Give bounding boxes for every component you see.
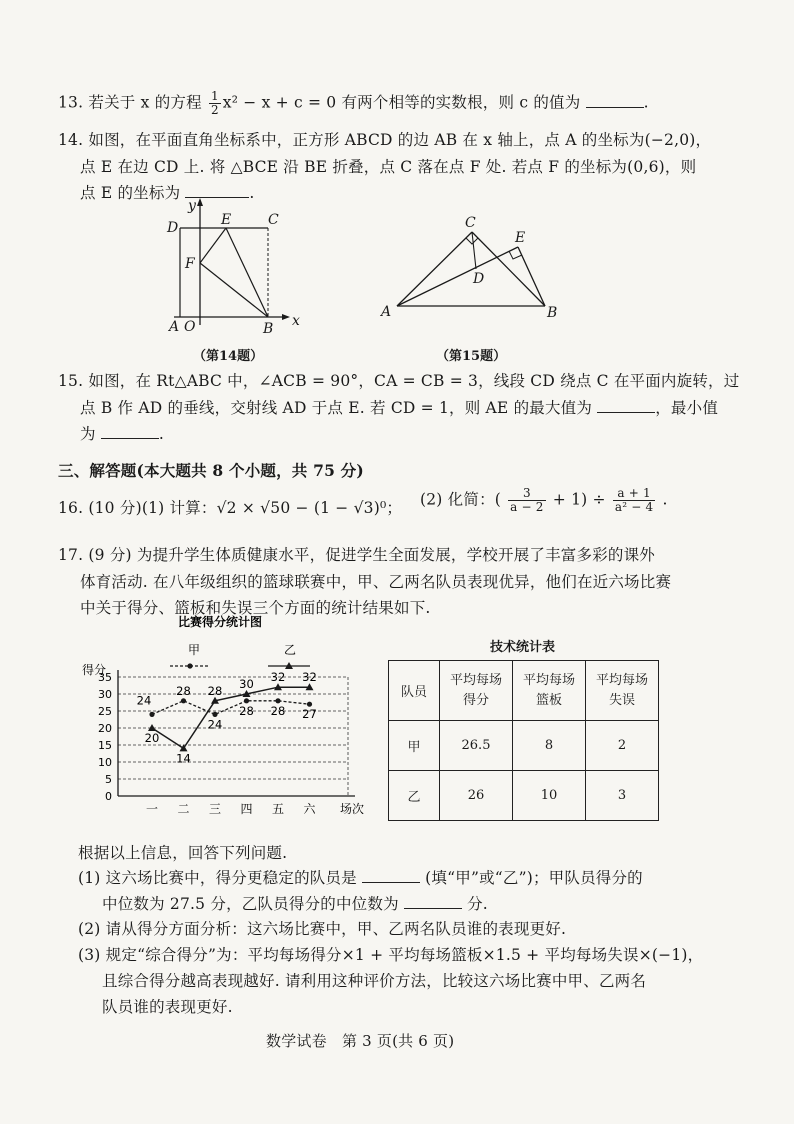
data-label-jia: 28 <box>270 703 286 718</box>
q17-line-2: 体育活动. 在八年级组织的篮球联赛中，甲、乙两名队员表现优异，他们在近六场比赛 <box>80 573 672 591</box>
q16-fraction-1 <box>508 487 545 514</box>
q17-sub1-line2 <box>102 892 488 914</box>
q16-frac2-den: a² − 4 <box>614 500 654 514</box>
data-point-jia <box>212 712 217 717</box>
q13-text-pre: 若关于 x 的方程 <box>88 93 202 112</box>
q14-line-3-end: . <box>249 184 255 202</box>
fig15-label-E: E <box>515 230 526 246</box>
y-tick-label: 0 <box>105 790 112 803</box>
table-row <box>389 721 659 771</box>
fig14-label-E: E <box>221 212 232 228</box>
q14-line-3-text: 点 E 的坐标为 <box>80 184 181 202</box>
fig14-caption: （第14题） <box>193 349 264 364</box>
q15-min-blank[interactable] <box>101 424 159 439</box>
fig14-label-O: O <box>184 319 196 335</box>
fig15-segment-CD <box>472 232 476 269</box>
section-3-heading: 三、解答题(本大题共 8 个小题，共 75 分) <box>58 461 364 480</box>
data-label-yi: 14 <box>176 751 191 766</box>
q15-line-2-end: ，最小值 <box>655 399 719 417</box>
q17-sub3-line3: 队员谁的表现更好. <box>102 998 233 1016</box>
table-header-turnovers: 平均每场 失误 <box>586 661 659 721</box>
q13-text-end: . <box>643 93 649 112</box>
fig14-label-D: D <box>167 220 179 236</box>
table-cell-turnovers: 3 <box>586 771 659 821</box>
table-cell-player: 乙 <box>389 771 440 821</box>
q17-line-1: 17. (9 分) 为提升学生体质健康水平，促进学生全面发展，学校开展了丰富多彩的课外 <box>58 546 655 564</box>
legend-label-yi: 乙 <box>284 643 297 657</box>
q15-line-3-text: 为 <box>80 425 96 443</box>
q16-part-2-mid: + 1) ÷ <box>552 490 606 509</box>
q17-sub1-text-a: (1) 这六场比赛中，得分更稳定的队员是 <box>78 869 357 887</box>
y-tick-label: 25 <box>98 705 112 718</box>
series-line-jia <box>152 701 310 715</box>
data-point-jia <box>149 712 154 717</box>
data-label-yi: 20 <box>144 731 160 745</box>
fig14-y-arrow <box>197 198 203 206</box>
fig15-side-AC <box>397 232 472 306</box>
table-header-points: 平均每场 得分 <box>440 661 513 721</box>
fig14-label-A: A <box>169 319 180 335</box>
q16-fraction-2 <box>613 487 655 514</box>
fig15-label-A: A <box>381 304 392 320</box>
table-cell-rebounds: 8 <box>513 721 586 771</box>
x-tick-label: 一 <box>145 802 159 816</box>
data-label-jia: 24 <box>136 693 152 708</box>
q14-line-1: 14. 如图，在平面直角坐标系中，正方形 ABCD 的边 AB 在 x 轴上，点 A 的坐标为(−2,0)， <box>58 131 712 149</box>
q16-frac1-num: 3 <box>508 487 545 501</box>
data-point-jia <box>244 698 249 703</box>
data-label-yi: 32 <box>302 670 317 685</box>
fig15-segment-AE <box>397 247 518 306</box>
q15-line-2-text: 点 B 作 AD 的垂线，交射线 AD 于点 E. 若 CD = 1，则 AE 的最大值为 <box>80 399 593 417</box>
table-header-player: 队员 <box>389 661 440 721</box>
y-tick-label: 5 <box>105 773 112 786</box>
q13-number: 13. <box>58 93 84 112</box>
fig14-label-C: C <box>268 212 279 228</box>
q17-sub3-line1: (3) 规定“综合得分”为：平均每场得分×1 + 平均每场篮板×1.5 + 平均每场失误×(−1)， <box>78 946 704 964</box>
y-tick-label: 20 <box>98 722 112 735</box>
q17-sub2: (2) 请从得分方面分析：这六场比赛中，甲、乙两名队员谁的表现更好. <box>78 920 567 938</box>
fig14-segment-EB <box>226 228 268 317</box>
figure-14 <box>160 195 310 340</box>
table-row <box>389 771 659 821</box>
data-point-jia <box>181 698 186 703</box>
q15-line-3 <box>80 422 164 444</box>
q15-line-1: 15. 如图，在 Rt△ABC 中，∠ACB = 90°，CA = CB = 3，线段 CD 绕点 C 在平面内旋转，过 <box>58 372 740 390</box>
q13-line <box>58 90 649 117</box>
q15-line-2 <box>80 396 718 418</box>
data-label-jia: 24 <box>207 717 223 732</box>
q16-frac1-den: a − 2 <box>510 500 544 514</box>
table-header-rebounds: 平均每场 篮板 <box>513 661 586 721</box>
y-tick-label: 35 <box>98 671 112 684</box>
chart-title: 比赛得分统计图 <box>178 615 263 629</box>
x-tick-label: 四 <box>240 802 253 816</box>
q16-part-2 <box>420 487 668 514</box>
q17-sub3-line2: 且综合得分越高表现越好. 请利用这种评价方法，比较这六场比赛中甲、乙两名 <box>102 972 647 990</box>
q13-answer-blank[interactable] <box>586 93 644 108</box>
fig15-caption: （第15题） <box>436 349 507 364</box>
fig14-x-arrow <box>282 314 290 320</box>
data-label-yi: 30 <box>239 677 254 691</box>
q15-line-3-end: . <box>158 425 164 443</box>
page-footer: 数学试卷 第 3 页(共 6 页) <box>266 1032 455 1050</box>
score-line-chart <box>70 612 380 834</box>
q17-sub1-text-b: (填“甲”或“乙”)；甲队员得分的 <box>425 869 643 887</box>
y-axis-label: 得分 <box>82 663 107 677</box>
q17-sub1-text-d: 分. <box>467 895 488 913</box>
y-tick-label: 10 <box>98 756 112 769</box>
data-point-jia <box>275 698 280 703</box>
legend-marker-jia <box>187 663 192 668</box>
x-tick-label: 二 <box>177 802 190 816</box>
fig15-segment-EB <box>518 247 545 306</box>
data-label-yi: 28 <box>207 683 223 698</box>
q13-fraction <box>209 90 221 117</box>
x-tick-label: 五 <box>271 802 285 816</box>
fig15-label-B: B <box>547 305 558 321</box>
fig15-side-CB <box>472 232 545 306</box>
q17-instructions: 根据以上信息，回答下列问题. <box>78 844 288 862</box>
x-tick-label: 三 <box>208 802 222 816</box>
q15-max-blank[interactable] <box>597 398 655 413</box>
tech-stats-table <box>388 660 659 821</box>
x-axis-label: 场次 <box>340 802 365 816</box>
tech-table-title: 技术统计表 <box>490 640 556 655</box>
table-cell-points: 26 <box>440 771 513 821</box>
data-label-yi: 32 <box>270 670 286 685</box>
q13-text-mid: x² − x + c = 0 有两个相等的实数根，则 c 的值为 <box>222 93 581 112</box>
fig14-label-y: y <box>188 198 196 214</box>
q17-median-blank[interactable] <box>404 894 462 909</box>
q17-line-3: 中关于得分、篮板和失误三个方面的统计结果如下. <box>80 599 431 617</box>
data-label-jia: 28 <box>176 683 191 698</box>
fig14-label-B: B <box>263 321 274 337</box>
q17-sub1-line1 <box>78 866 643 888</box>
y-tick-label: 15 <box>98 739 112 752</box>
fig14-segment-FB <box>200 263 268 317</box>
y-tick-label: 30 <box>98 688 112 701</box>
q16-part-2-end: . <box>662 490 668 509</box>
figure-15 <box>375 212 565 327</box>
q16-frac2-num: a + 1 <box>613 487 655 501</box>
fig14-label-x: x <box>292 313 300 329</box>
fig15-right-angle-C <box>466 238 478 244</box>
fig14-segment-EF <box>200 228 226 263</box>
q13-frac-num: 1 <box>210 89 219 103</box>
fig14-label-F: F <box>185 256 195 272</box>
q13-frac-den: 2 <box>210 103 219 117</box>
data-point-yi <box>148 724 156 731</box>
legend-label-jia: 甲 <box>188 643 201 657</box>
q16-part-1: 16. (10 分)(1) 计算：√2 × √50 − (1 − √3)⁰； <box>58 499 403 517</box>
data-label-jia: 27 <box>302 707 317 722</box>
q14-line-2: 点 E 在边 CD 上. 将 △BCE 沿 BE 折叠，点 C 落在点 F 处. 若点 F 的坐标为(0,6)，则 <box>80 158 697 176</box>
table-cell-player: 甲 <box>389 721 440 771</box>
data-label-jia: 28 <box>239 703 254 718</box>
table-cell-points: 26.5 <box>440 721 513 771</box>
q17-sub1-text-c: 中位数为 27.5 分，乙队员得分的中位数为 <box>102 895 399 913</box>
fig15-label-C: C <box>465 215 476 231</box>
x-tick-label: 六 <box>303 802 316 816</box>
q16-part-2-pre: (2) 化简：( <box>420 490 502 509</box>
table-cell-turnovers: 2 <box>586 721 659 771</box>
table-cell-rebounds: 10 <box>513 771 586 821</box>
q17-stable-player-blank[interactable] <box>362 868 420 883</box>
fig15-label-D: D <box>473 271 485 287</box>
data-point-jia <box>307 702 312 707</box>
